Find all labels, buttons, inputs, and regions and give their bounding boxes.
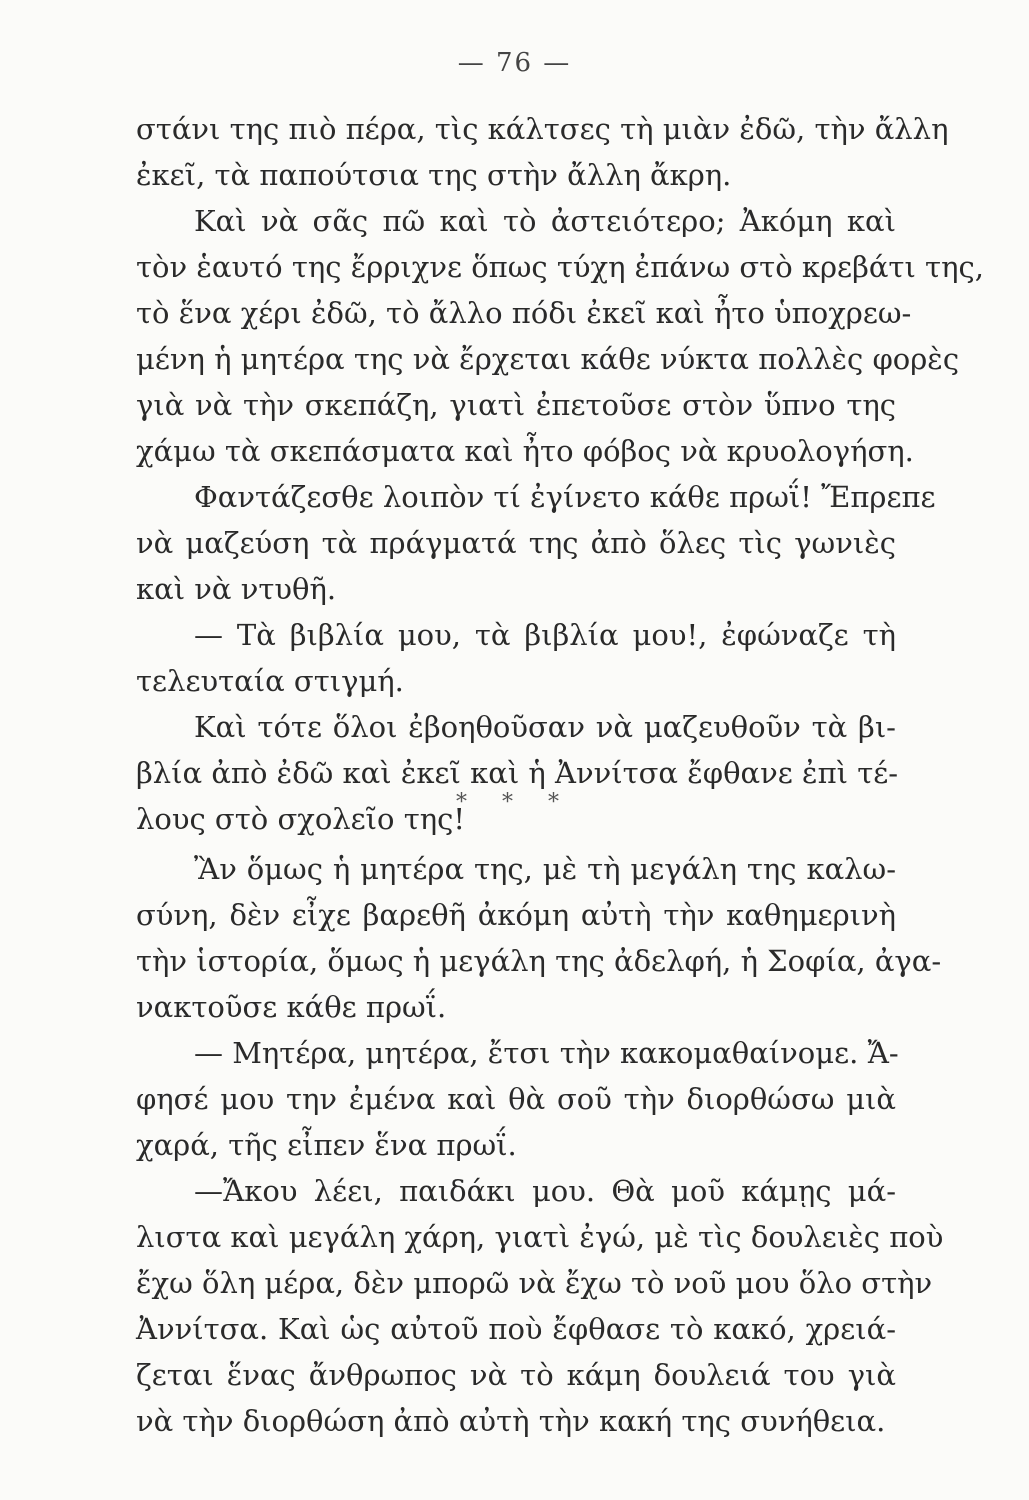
text-line: λους στὸ σχολεῖο της!	[136, 802, 466, 836]
text-line: τελευταία στιγμή.	[136, 664, 404, 698]
text-line: Καὶ νὰ σᾶς πῶ καὶ τὸ ἀστειότερο; Ἀκόμη καὶ	[194, 204, 896, 238]
text-line: γιὰ νὰ τὴν σκεπάζη, γιατὶ ἐπετοῦσε στὸν ὕπνο της	[136, 388, 896, 422]
text-line: χάμω τὰ σκεπάσματα καὶ ἦτο φόβος νὰ κρυολογήση.	[136, 434, 914, 468]
text-line: —Ἄκου λέει, παιδάκι μου. Θὰ μοῦ κάμῃς μά-	[194, 1174, 896, 1208]
text-line: Ἂν ὅμως ἡ μητέρα της, μὲ τὴ μεγάλη της καλω-	[194, 852, 896, 886]
text-line: τὸ ἕνα χέρι ἐδῶ, τὸ ἄλλο πόδι ἐκεῖ καὶ ἦτο ὑποχρεω-	[136, 296, 912, 330]
text-line: — Τὰ βιβλία μου, τὰ βιβλία μου!, ἐφώναζε τὴ	[194, 618, 896, 652]
text-line: ἐκεῖ, τὰ παπούτσια της στὴν ἄλλη ἄκρη.	[136, 158, 732, 192]
text-line: — Μητέρα, μητέρα, ἔτσι τὴν κακομαθαίνομε. Ἄ-	[194, 1036, 899, 1070]
section-separator: * * *	[456, 790, 573, 815]
text-line: νὰ τὴν διορθώση ἀπὸ αὐτὴ τὴν κακή της συνήθεια.	[136, 1404, 886, 1438]
text-line: βλία ἀπὸ ἐδῶ καὶ ἐκεῖ καὶ ἡ Ἀννίτσα ἔφθανε ἐπὶ τέ-	[136, 756, 899, 790]
text-line: στάνι της πιὸ πέρα, τὶς κάλτσες τὴ μιὰν ἐδῶ, τὴν ἄλλη	[136, 112, 949, 146]
text-line: μένη ἡ μητέρα της νὰ ἔρχεται κάθε νύκτα πολλὲς φορὲς	[136, 342, 960, 376]
text-line: ζεται ἕνας ἄνθρωπος νὰ τὸ κάμη δουλειά του γιὰ	[136, 1358, 896, 1392]
text-block-2	[136, 846, 944, 1444]
text-line: τὴν ἱστορία, ὅμως ἡ μεγάλη της ἀδελφή, ἡ Σοφία, ἀγα-	[136, 944, 942, 978]
text-line: Φαντάζεσθε λοιπὸν τί ἐγίνετο κάθε πρωΐ! Ἔπρεπε	[194, 480, 936, 514]
text-line: χαρά, τῆς εἶπεν ἕνα πρωΐ.	[136, 1128, 517, 1162]
page-number: — 76 —	[457, 48, 572, 78]
text-line: ἔχω ὅλη μέρα, δὲν μπορῶ νὰ ἔχω τὸ νοῦ μου ὅλο στὴν	[136, 1266, 933, 1300]
text-line: καὶ νὰ ντυθῆ.	[136, 572, 337, 606]
text-line: σύνη, δὲν εἶχε βαρεθῆ ἀκόμη αὐτὴ τὴν καθημερινὴ	[136, 898, 896, 932]
text-line: Καὶ τότε ὅλοι ἐβοηθοῦσαν νὰ μαζευθοῦν τὰ βι-	[194, 710, 896, 744]
text-line: νὰ μαζεύση τὰ πράγματά της ἀπὸ ὅλες τὶς γωνιὲς	[136, 526, 896, 560]
text-line: φησέ μου την ἐμένα καὶ θὰ σοῦ τὴν διορθώσω μιὰ	[136, 1082, 896, 1116]
text-block-1	[136, 106, 984, 842]
text-line: τὸν ἑαυτό της ἔρριχνε ὅπως τύχη ἐπάνω στὸ κρεβάτι της,	[136, 250, 984, 284]
text-line: νακτοῦσε κάθε πρωΐ.	[136, 990, 447, 1024]
text-line: Ἀννίτσα. Καὶ ὡς αὐτοῦ ποὺ ἔφθασε τὸ κακό, χρειά-	[136, 1312, 896, 1346]
text-line: λιστα καὶ μεγάλη χάρη, γιατὶ ἐγώ, μὲ τὶς δουλειὲς ποὺ	[136, 1220, 944, 1254]
